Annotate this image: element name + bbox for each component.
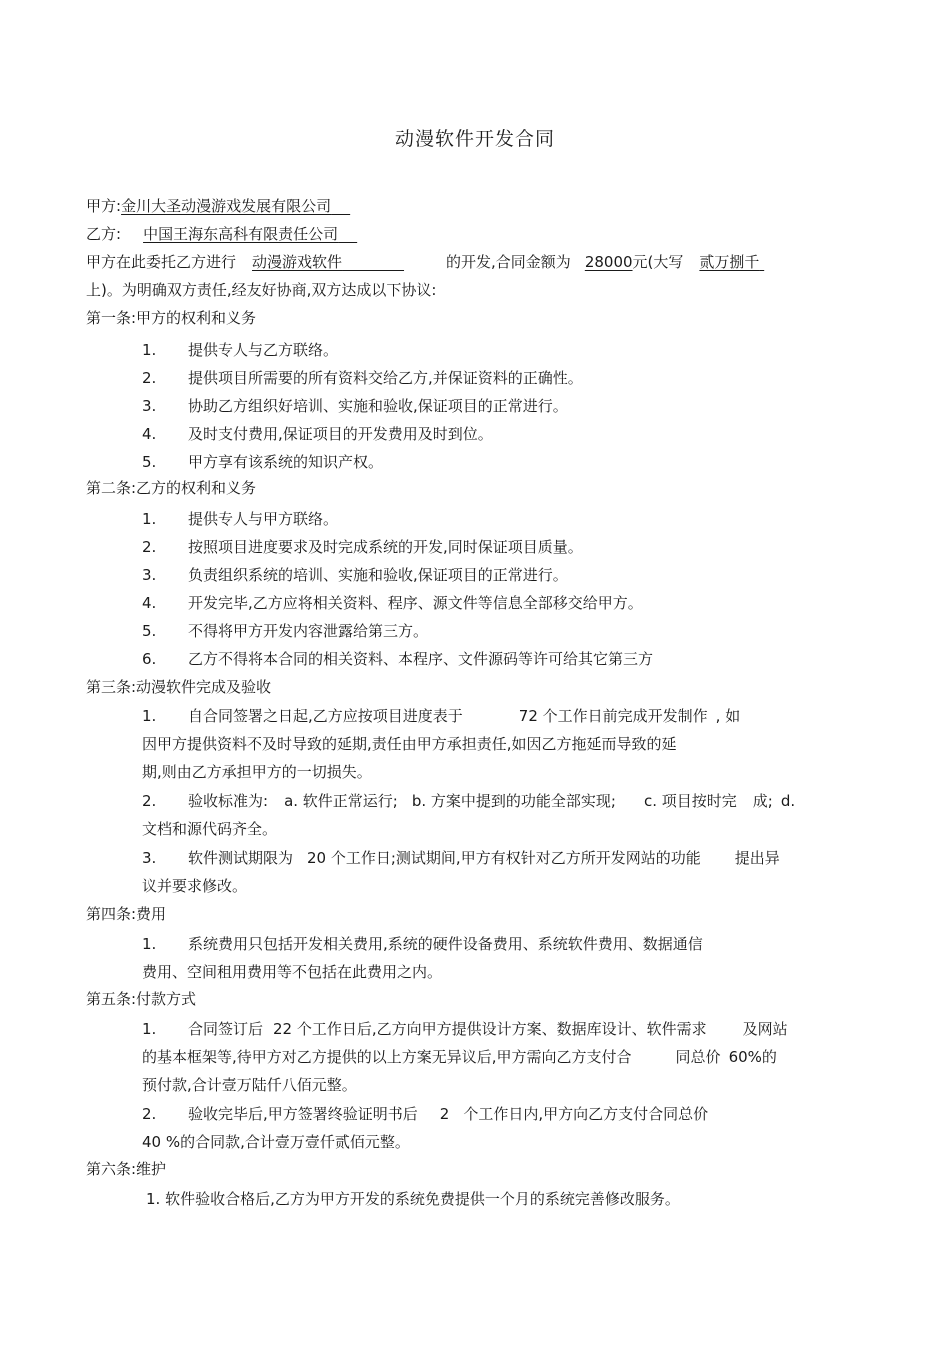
article-3-heading: 第三条:动漫软件完成及验收 — [86, 678, 272, 696]
party-b-name: 中国王海东高科有限责任公司 — [143, 225, 339, 243]
list-item: 2. 按照项目进度要求及时完成系统的开发,同时保证项目质量。 — [142, 538, 583, 556]
list-item: 2. 验收完毕后,甲方签署终验证明书后 2 个工作日内,甲方向乙方支付合同总价 — [142, 1105, 709, 1123]
list-item-continued: 文档和源代码齐全。 — [142, 820, 278, 838]
article-2-heading: 第二条:乙方的权利和义务 — [86, 479, 257, 497]
contract-title: 动漫软件开发合同 — [394, 128, 555, 150]
list-item-continued: 因甲方提供资料不及时导致的延期,责任由甲方承担责任,如因乙方拖延而导致的延 — [142, 735, 677, 753]
list-item: 1. 软件验收合格后,乙方为甲方开发的系统免费提供一个月的系统完善修改服务。 — [146, 1190, 680, 1208]
party-b-line — [86, 223, 357, 245]
list-item-continued: 费用、空间租用费用等不包括在此费用之内。 — [142, 963, 443, 981]
list-item: 4. 及时支付费用,保证项目的开发费用及时到位。 — [142, 425, 493, 443]
list-item-continued: 期,则由乙方承担甲方的一切损失。 — [142, 763, 372, 781]
list-item: 3. 软件测试期限为 20 个工作日;测试期间,甲方有权针对乙方所开发网站的功能 提出异 — [142, 849, 780, 867]
list-item-continued: 议并要求修改。 — [142, 877, 248, 895]
party-b-label: 乙方: — [86, 225, 122, 243]
list-item: 1. 系统费用只包括开发相关费用,系统的硬件设备费用、系统软件费用、数据通信 — [142, 935, 703, 953]
list-item: 1. 合同签订后 22 个工作日后,乙方向甲方提供设计方案、数据库设计、软件需求 及网站 — [142, 1020, 788, 1038]
list-item: 6. 乙方不得将本合同的相关资料、本程序、文件源码等许可给其它第三方 — [142, 650, 654, 668]
list-item: 3. 负责组织系统的培训、实施和验收,保证项目的正常进行。 — [142, 566, 568, 584]
article-1-heading: 第一条:甲方的权利和义务 — [86, 309, 257, 327]
list-item-continued: 的基本框架等,待甲方对乙方提供的以上方案无异议后,甲方需向乙方支付合 同总价 60%的 — [142, 1048, 777, 1066]
party-a-line — [86, 195, 350, 217]
list-item: 1. 提供专人与乙方联络。 — [142, 341, 339, 359]
article-4-heading: 第四条:费用 — [86, 905, 167, 923]
list-item: 1. 自合同签署之日起,乙方应按项目进度表于 72 个工作日前完成开发制作 , 如 — [142, 707, 741, 725]
list-item-continued: 预付款,合计壹万陆仟八佰元整。 — [142, 1076, 357, 1094]
article-5-heading: 第五条:付款方式 — [86, 990, 197, 1008]
article-6-heading: 第六条:维护 — [86, 1160, 167, 1178]
list-item: 5. 甲方享有该系统的知识产权。 — [142, 453, 384, 471]
list-item: 2. 验收标准为: a. 软件正常运行; b. 方案中提到的功能全部实现; c. 项目按时完 成; d. — [142, 792, 796, 810]
contract-amount: 28000 — [584, 253, 633, 271]
list-item: 5. 不得将甲方开发内容泄露给第三方。 — [142, 622, 429, 640]
list-item: 2. 提供项目所需要的所有资料交给乙方,并保证资料的正确性。 — [142, 369, 583, 387]
list-item-continued: 40 %的合同款,合计壹万壹仟贰佰元整。 — [142, 1133, 410, 1151]
intro-line-2: 上)。为明确双方责任,经友好协商,双方达成以下协议: — [86, 281, 437, 299]
list-item: 4. 开发完毕,乙方应将相关资料、程序、源文件等信息全部移交给甲方。 — [142, 594, 643, 612]
party-a-name: 金川大圣动漫游戏发展有限公司 — [121, 197, 332, 215]
party-a-label: 甲方: — [86, 197, 122, 215]
project-name: 动漫游戏软件 — [252, 253, 343, 271]
amount-in-words: 贰万捌千 — [699, 253, 760, 271]
intro-line-1: 甲方在此委托乙方进行 动漫游戏软件 的开发,合同金额为 28000元(大写 贰万捌千 — [86, 251, 764, 273]
list-item: 1. 提供专人与甲方联络。 — [142, 510, 339, 528]
list-item: 3. 协助乙方组织好培训、实施和验收,保证项目的正常进行。 — [142, 397, 568, 415]
